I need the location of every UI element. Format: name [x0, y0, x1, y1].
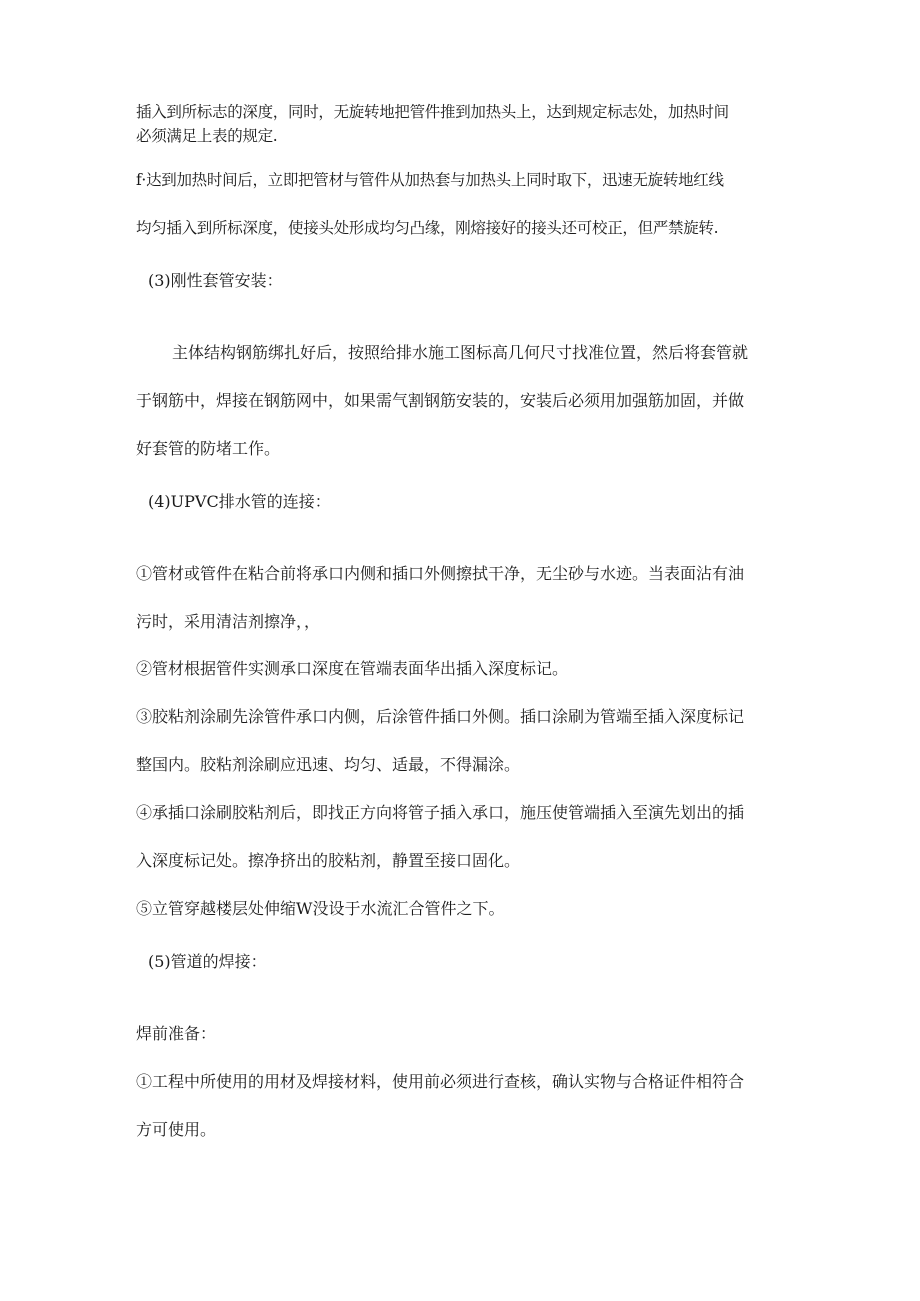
paragraph-line: 好套管的防堵工作。: [136, 439, 281, 458]
paragraph-line: f·达到加热时间后，立即把管材与管件从加热套与加热头上同时取下，迅速无旋转地红线: [136, 171, 724, 189]
list-item-continuation: 方可使用。: [136, 1120, 217, 1139]
list-item-continuation: 整国内。胶粘剂涂刷应迅速、均匀、适最，不得漏涂。: [136, 755, 521, 774]
list-item: ④承插口涂刷胶粘剂后，即找正方向将管子插入承口，施压使管端插入至演先划出的插: [136, 803, 745, 822]
paragraph-line: 插入到所标志的深度，同时，无旋转地把管件推到加热头上，达到规定标志处，加热时间: [136, 103, 729, 121]
paragraph-line: 主体结构钢筋绑扎好后，按照给排水施工图标高几何尺寸找准位置，然后将套管就: [172, 343, 749, 362]
section-heading-3: (3)刚性套管安装：: [148, 271, 283, 290]
paragraph-line: 于钢筋中，焊接在钢筋网中，如果需气割钢筋安装的，安装后必须用加强筋加固，并做: [136, 391, 745, 410]
list-item: ②管材根据管件实测承口深度在管端表面华出插入深度标记。: [136, 659, 569, 678]
section-heading-4: (4)UPVC排水管的连接：: [148, 492, 331, 511]
paragraph-line: 均匀插入到所标深度，使接头处形成均匀凸缘，刚熔接好的接头还可校正，但严禁旋转.: [136, 219, 719, 237]
list-item: ⑤立管穿越楼层处伸缩W没设于水流汇合管件之下。: [136, 899, 505, 918]
list-item-continuation: 入深度标记处。擦净挤出的胶粘剂，静置至接口固化。: [136, 851, 521, 870]
section-heading-5: (5)管道的焊接：: [148, 952, 267, 971]
subheading: 焊前准备：: [136, 1024, 217, 1043]
list-item: ①管材或管件在粘合前将承口内侧和插口外侧擦拭干净，无尘砂与水迹。当表面沾有油: [136, 564, 745, 583]
list-item: ①工程中所使用的用材及焊接材料，使用前必须进行查核，确认实物与合格证件相符合: [136, 1072, 745, 1091]
list-item-continuation: 污时，采用清洁剂擦净，，: [136, 612, 321, 631]
list-item: ③胶粘剂涂刷先涂管件承口内侧，后涂管件插口外侧。插口涂刷为管端至插入深度标记: [136, 707, 745, 726]
paragraph-line: 必须满足上表的规定.: [136, 127, 278, 145]
